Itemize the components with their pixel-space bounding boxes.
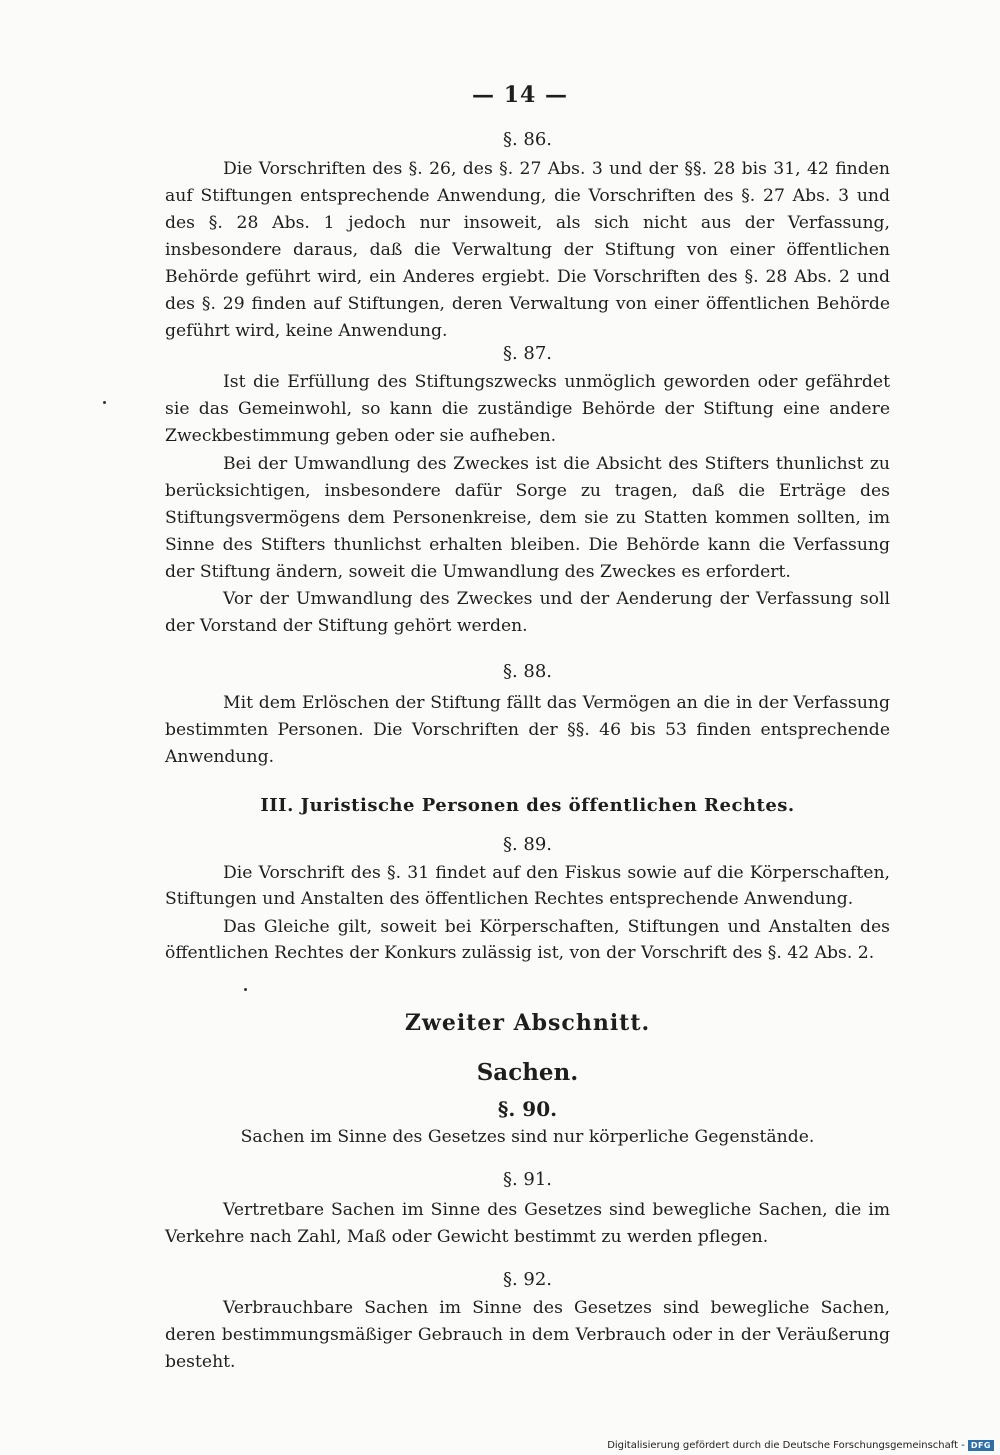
page-number: — 14 — [472, 82, 568, 108]
section-87-paragraph-1: Ist die Erfüllung des Stiftungszwecks unmöglich geworden oder gefährdet sie das Gemeinwohl, so kann die zuständige Behörde der Stiftung eine andere Zweckbestimmung geben oder sie aufheben. [165, 372, 890, 446]
section-90-heading: §. 90. [497, 1097, 558, 1121]
section-92-paragraph: Verbrauchbare Sachen im Sinne des Gesetzes sind bewegliche Sachen, deren bestimmungsmäßiger Gebrauch in dem Verbrauch oder in der Veräußerung besteht. [165, 1298, 890, 1372]
division-heading: Zweiter Abschnitt. [404, 1010, 651, 1036]
section-89-paragraph-1: Die Vorschrift des §. 31 findet auf den Fiskus sowie auf die Körperschaften, Stiftungen und Anstalten des öffentlichen Rechtes entsprechende Anwendung. [165, 863, 890, 909]
section-88-heading: §. 88. [502, 661, 553, 682]
section-91-heading: §. 91. [502, 1169, 553, 1190]
section-88-paragraph: Mit dem Erlöschen der Stiftung fällt das Vermögen an die in der Verfassung bestimmten Personen. Die Vorschriften der §§. 46 bis 53 finden entsprechende Anwendung. [165, 693, 890, 767]
section-92-heading: §. 92. [502, 1269, 553, 1290]
digitization-credit-text: Digitalisierung gefördert durch die Deutsche Forschungsgemeinschaft - [607, 1440, 965, 1451]
section-87-paragraph-3: Vor der Umwandlung des Zweckes und der Aenderung der Verfassung soll der Vorstand der Stiftung gehört werden. [165, 589, 890, 636]
print-speck [103, 401, 106, 404]
print-speck [244, 988, 247, 991]
section-89-paragraph-2: Das Gleiche gilt, soweit bei Körperschaften, Stiftungen und Anstalten des öffentlichen Rechtes der Konkurs zulässig ist, von der Vorschrift des §. 42 Abs. 2. [165, 917, 890, 963]
section-86-heading: §. 86. [502, 129, 553, 150]
section-90-paragraph: Sachen im Sinne des Gesetzes sind nur körperliche Gegenstände. [240, 1127, 815, 1147]
section-87-heading: §. 87. [502, 343, 553, 364]
part-III-heading: III. Juristische Personen des öffentlichen Rechtes. [260, 795, 795, 816]
section-91-paragraph: Vertretbare Sachen im Sinne des Gesetzes sind bewegliche Sachen, die im Verkehre nach Zahl, Maß oder Gewicht bestimmt zu werden pflegen. [165, 1200, 890, 1247]
chapter-heading: Sachen. [476, 1059, 579, 1086]
section-86-paragraph: Die Vorschriften des §. 26, des §. 27 Abs. 3 und der §§. 28 bis 31, 42 finden auf Stiftungen entsprechende Anwendung, die Vorschriften des §. 27 Abs. 3 und des §. 28 Abs. 1 jedoch nur insoweit, als sich nicht aus der Verfassung, insbesondere daraus, daß die Verwaltung der Stiftung von einer öffentlichen Behörde geführt wird, ein Anderes ergiebt. Die Vorschriften des §. 28 Abs. 2 und des §. 29 finden auf Stiftungen, deren Verwaltung von einer öffentlichen Behörde geführt wird, keine Anwendung. [165, 159, 890, 341]
digitization-credit [607, 1440, 994, 1451]
dfg-logo-icon: DFG [968, 1440, 994, 1451]
section-87-paragraph-2: Bei der Umwandlung des Zweckes ist die Absicht des Stifters thunlichst zu berücksichtigen, insbesondere dafür Sorge zu tragen, daß die Erträge des Stiftungsvermögens dem Personenkreise, dem sie zu Statten kommen sollten, im Sinne des Stifters thunlichst erhalten bleiben. Die Behörde kann die Verfassung der Stiftung ändern, soweit die Umwandlung des Zweckes es erfordert. [165, 454, 890, 582]
section-89-heading: §. 89. [502, 834, 553, 855]
